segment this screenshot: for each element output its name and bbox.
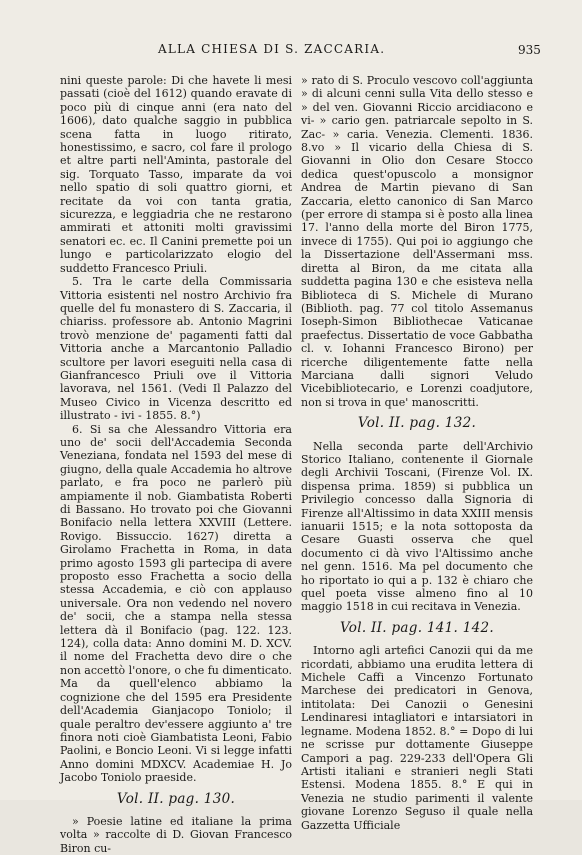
paragraph: 5. Tra le carte della Commissaria Vittoria esistenti nel nostro Archivio fra quelle del fu monastero di S. Zaccaria, il chiariss. professore ab. Antonio Magrini trovò menzione de' pagamenti fatti dal Vittoria anche a Marcantonio Palladio scultore per lavori eseguiti nella casa di Gianfrancesco Priuli ove il Vittoria lavorava, nel 1561. (Vedi Il Palazzo del Museo Civico in Vicenza descritto ed illustrato - ivi - 1855. 8.°) — [60, 275, 292, 423]
paragraph: 6. Si sa che Alessandro Vittoria era uno de' socii dell'Accademia Seconda Veneziana, fondata nel 1593 del mese di giugno, della quale Accademia ho altrove parlato, e fra poco ne parlerò più ampiamente il nob. Giambatista Roberti di Bassano. Ho trovato poi che Giovanni Bonifacio nella lettera XXVIII (Lettere. Rovigo. Bissuccio. 1627) diretta a Girolamo Frachetta in Roma, in data primo agosto 1593 gli partecipa di avere proposto esso Frachetta a socio della stessa Accademia, e ciò con applauso universale. Ora non vedendo nel novero de' socii, che a stampa nella stessa lettera dà il Bonifacio (pag. 122. 123. 124), colla data: Anno domini M. D. XCV. il nome del Frachetta devo dire o che non accettò l'onore, o che fu dimenticato. Ma da quell'elenco abbiamo la cognizione che del 1595 era Presidente dell'Academia Gianjacopo Toniolo; il quale peraltro dev'essere aggiunto a' tre finora noti cioè Giambatista Leoni, Fabio Paolini, e Boncio Leoni. Vi si legge infatti Anno domini MDXCV. Academiae H. Jo Jacobo Toniolo praeside. — [60, 422, 292, 785]
page-header — [0, 42, 582, 62]
paragraph: Nella seconda parte dell'Archivio Storico Italiano, contenente il Giornale degli Archivii Toscani, (Firenze Vol. IX. dispensa prima. 1859) si pubblica un Privilegio concesso dalla Signoria di Firenze all'Altissimo in data XXIII mensis ianuarii 1515; e la nota sottoposta da Cesare Guasti osserva che quel documento ci dà vivo l'Altissimo anche nel genn. 1516. Ma pel documento che ho riportato io qui a p. 132 è chiaro che quel poeta visse almeno fino al 10 maggio 1518 in cui recitava in Venezia. — [301, 439, 533, 614]
running-title: ALLA CHIESA DI S. ZACCARIA. — [158, 42, 386, 56]
paragraph: nini queste parole: Di che havete li mesi passati (cioè del 1612) quando eravate di poco più di cinque anni (era nato del 1606), dato qualche saggio in pubblica scena fatta in luogo ritirato, honestissimo, e sacro, col fare il prologo et altre parti nell'Aminta, pastorale del sig. Torquato Tasso, imparate da voi nello spatio di soli quattro giorni, et recitate da voi con tanta gratia, sicurezza, e leggiadria che ne restarono ammirati et attoniti molti gravissimi senatori ec. ec. Il Canini premette poi un lungo e particolarizzato elogio del suddetto Francesco Priuli. — [60, 74, 292, 275]
page-number: 935 — [518, 43, 541, 57]
section-heading: Vol. II. pag. 132. — [357, 415, 477, 432]
paragraph: » rato di S. Proculo vescovo coll'aggiunta » di alcuni cenni sulla Vita dello stesso e » del ven. Giovanni Riccio arcidiacono e vi- » cario gen. patriarcale sepolto in S. Zac- » caria. Venezia. Clementi. 1836. 8.vo » Il vicario della Chiesa di S. Giovanni in Olio don Cesare Stocco dedica quest'opuscolo a monsignor Andrea de Martin pievano di San Zaccaria, eletto canonico di San Marco (per errore di stampa si è posto alla linea 17. l'anno della morte del Biron 1775, invece di 1755). Qui poi io aggiungo che la Dissertazione dell'Assermani mss. diretta al Biron, da me citata alla suddetta pagina 130 e che esisteva nella Biblioteca di S. Michele di Murano (Biblioth. pag. 77 col titolo Assemanus Ioseph-Simon Bibliothecae Vaticanae praefectus. Dissertatio de voce Gabbatha cl. v. Iohanni Francesco Birono) per ricerche diligentemente fatte nella Marciana dalli signori Veludo Vicebibliotecario, e Lorenzi coadjutore, non si trova in que' manoscritti. — [301, 74, 533, 409]
paragraph: » Poesie latine ed italiane la prima volta » raccolte di D. Giovan Francesco Biron cu- — [60, 814, 292, 855]
left-column — [60, 74, 292, 855]
section-heading: Vol. II. pag. 141. 142. — [339, 619, 494, 636]
right-column — [301, 74, 533, 832]
paragraph: Intorno agli artefici Canozii qui da me ricordati, abbiamo una erudita lettera di Michele Caffi a Vincenzo Fortunato Marchese dei predicatori in Genova, intitolata: Dei Canozii o Genesini Lendinaresi intagliatori e intarsiatori in legname. Modena 1852. 8.° = Dopo di lui ne scrisse pur dottamente Giuseppe Campori a pag. 229-233 dell'Opera Gli Artisti italiani e stranieri negli Stati Estensi. Modena 1855. 8.° E qui in Venezia ne studio parimenti il valente giovane Lorenzo Seguso il quale nella Gazzetta Ufficiale — [301, 644, 533, 832]
section-heading: Vol. II. pag. 130. — [116, 790, 236, 807]
